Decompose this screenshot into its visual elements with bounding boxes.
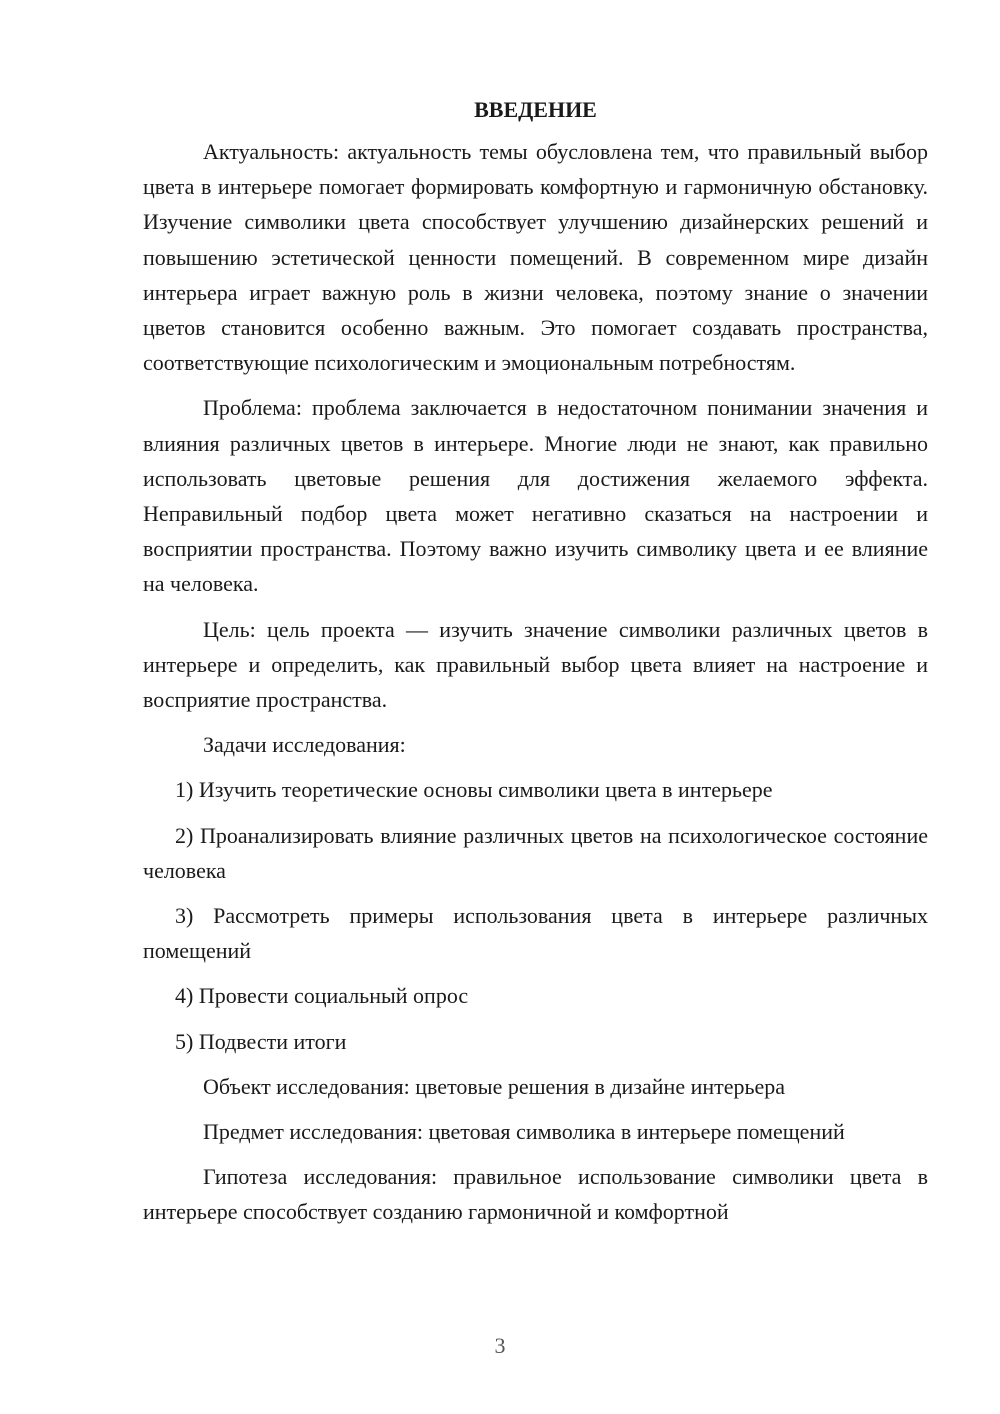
page-title: ВВЕДЕНИЕ [474, 97, 597, 122]
relevance-paragraph: Актуальность: актуальность темы обусловлена тем, что правильный выбор цвета в интерьере помогает формировать комфортную и гармоничную обстановку. Изучение символики цвета способствует улучшению дизайнерских решений и повышению эстетической ценности помещений. В современном мире дизайн интерьера играет важную роль в жизни человека, поэтому знание о значении цветов становится особенно важным. Это помогает создавать пространства, соответствующие психологическим и эмоциональным потребностям. [143, 139, 928, 376]
task-item-3: 3) Рассмотреть примеры использования цвета в интерьере различных помещений [143, 903, 928, 964]
task-item-5: 5) Подвести итоги [175, 1028, 347, 1054]
problem-paragraph: Проблема: проблема заключается в недостаточном понимании значения и влияния различных цветов в интерьере. Многие люди не знают, как правильно использовать цветовые решения для достижения желаемого эффекта. Неправильный подбор цвета может негативно сказаться на настроении и восприятии пространства. Поэтому важно изучить символику цвета и ее влияние на человека. [143, 395, 928, 597]
page-number: 3 [494, 1333, 506, 1358]
task-item-4: 4) Провести социальный опрос [175, 983, 469, 1009]
task-item-2: 2) Проанализировать влияние различных цветов на психологическое состояние человека [143, 822, 928, 883]
goal-paragraph: Цель: цель проекта — изучить значение символики различных цветов в интерьере и определить, как правильный выбор цвета влияет на настроение и восприятие пространства. [143, 616, 928, 713]
document-page [143, 92, 928, 1229]
task-item-1: 1) Изучить теоретические основы символики цвета в интерьере [175, 777, 773, 803]
research-subject: Предмет исследования: цветовая символика в интерьере помещений [203, 1119, 845, 1145]
research-object: Объект исследования: цветовые решения в дизайне интерьера [203, 1073, 786, 1099]
hypothesis-paragraph: Гипотеза исследования: правильное использование символики цвета в интерьере способствует созданию гармоничной и комфортной [143, 1164, 928, 1225]
tasks-heading: Задачи исследования: [203, 732, 406, 758]
